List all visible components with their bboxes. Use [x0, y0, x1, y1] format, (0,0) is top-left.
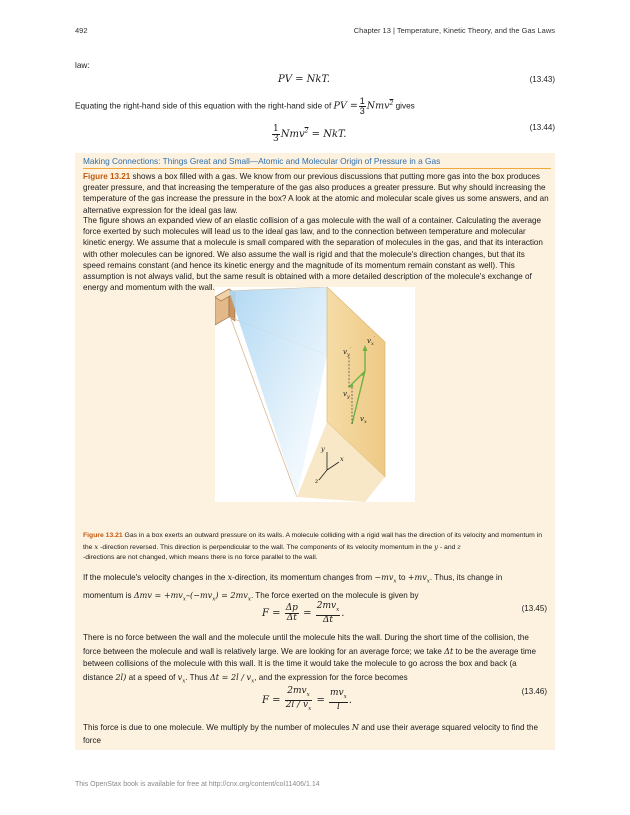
page-footer: This OpenStax book is available for free at http://cnx.org/content/col11406/1.14 — [75, 781, 320, 788]
box-title: Making Connections: Things Great and Small—Atomic and Molecular Origin of Pressure in a Gas — [83, 156, 551, 169]
equation-13-45: F = $\frac{\Delta p}{\Delta t}$ = $\frac{2mv_x}{\Delta t}$ . — [262, 601, 345, 625]
law-fragment: law: — [75, 61, 90, 70]
equation-13-45-number: (13.45) — [521, 604, 547, 613]
equation-13-43-number: (13.43) — [529, 75, 555, 84]
figure-caption: Figure 13.21 Gas in a box exerts an outward pressure on its walls. A molecule colliding with a rigid wall has the direction of its velocity and momentum in the x -direction reversed. This direction is perpendicular to the wall. The components of its velocity momentum in the y - and z -directions are not changed, which means there is no force parallel to the wall. — [83, 532, 543, 561]
chapter-title: Chapter 13 | Temperature, Kinetic Theory, and the Gas Laws — [353, 26, 555, 35]
figure-reference-link[interactable]: Figure 13.21 — [83, 172, 131, 181]
page-number: 492 — [75, 26, 88, 35]
caption-figure-label: Figure 13.21 — [83, 532, 123, 539]
equating-text-a: Equating the right-hand side of this equation with the right-hand side of — [75, 101, 332, 111]
page-header — [75, 26, 555, 38]
equation-13-44-number: (13.44) — [529, 123, 555, 132]
equating-paragraph: Equating the right-hand side of this equation with the right-hand side of PV = $\frac{1}{3}$ Nmv$^2$ gives — [75, 96, 415, 116]
axis-label-y: y — [321, 445, 325, 453]
box-paragraph-5: This force is due to one molecule. We multiply by the number of molecules N and use their average squared velocity to find the force — [83, 722, 539, 745]
equation-13-46-number: (13.46) — [521, 687, 547, 696]
inline-eq-fraction: $\frac{1}{3}$ — [359, 96, 365, 116]
inline-eq-lhs: PV = — [333, 100, 358, 112]
inline-eq-rest: Nmv — [366, 100, 390, 112]
equating-text-b: gives — [395, 101, 415, 111]
label-vx-prime: $v_x'$ — [367, 336, 375, 347]
box-paragraph-3: If the molecule's velocity changes in the x-direction, its momentum changes from $-mv_x$ to $+mv_x$. Thus, its change in momentum is $\Delta mv = +mv_x-(-mv_x) = 2mv_x$. The force exerted on the molecule is given by — [83, 572, 503, 603]
label-vy: $v_y$ — [343, 390, 350, 400]
figure-13-21 — [215, 287, 415, 502]
equation-13-43-body: PV = NkT. — [278, 74, 330, 85]
equation-13-44-body: $\frac{1}{3}$ Nmv$^2$ = NkT. — [273, 124, 347, 144]
box-paragraph-2: The figure shows an expanded view of an elastic collision of a gas molecule with the wall of a container. Calculating the average force exerted by such molecules will lead us to the ideal gas law, and to the connection between temperature and molecular kinetic energy. We assume that a molecule is small compared with the separation of molecules in the gas, and that its interaction with other molecules can be ignored. We also assume the wall is rigid and that the molecule's direction changes, but that its speed remains constant (and hence its kinetic energy and the magnitude of its momentum remain constant as well). This assumption is not always valid, but the same result is obtained with a more detailed description of the molecule's exchange of energy and momentum with the wall. — [83, 216, 543, 293]
equation-13-43 — [75, 72, 555, 96]
making-connections-box — [75, 153, 555, 750]
label-vx: $v_x$ — [360, 415, 367, 425]
axis-label-z: z — [315, 477, 319, 485]
gas-box-illustration — [215, 287, 415, 502]
box-paragraph-4: There is no force between the wall and the molecule until the molecule hits the wall. During the short time of the collision, the force between the molecule and wall is relatively large. We are looking for an average force; we take Δt to be the average time between collisions of the molecule with this wall. It is the time it would take the molecule to go across the box and back (a distance 2l) at a speed of $v_x$. Thus $\Delta t = 2l / v_x$, and the expression for the force becomes — [83, 633, 537, 685]
box-paragraph-1: Figure 13.21 shows a box filled with a gas. We know from our previous discussions that putting more gas into the box produces greater pressure, and that increasing the temperature of the gas also produces a greater pressure. But why should increasing the temperature of the gas increase the pressure in the box? A look at the atomic and molecular scale gives us some answers, and an alternative expression for the ideal gas law. — [83, 172, 549, 215]
label-vy-prime: $v_y'$ — [343, 347, 351, 358]
equation-13-46: F = $\frac{2mv_x}{2l / v_x}$ = $\frac{mv_x}{l}$ . — [262, 686, 352, 712]
axis-label-x: x — [340, 455, 344, 463]
equation-13-44 — [75, 123, 555, 147]
